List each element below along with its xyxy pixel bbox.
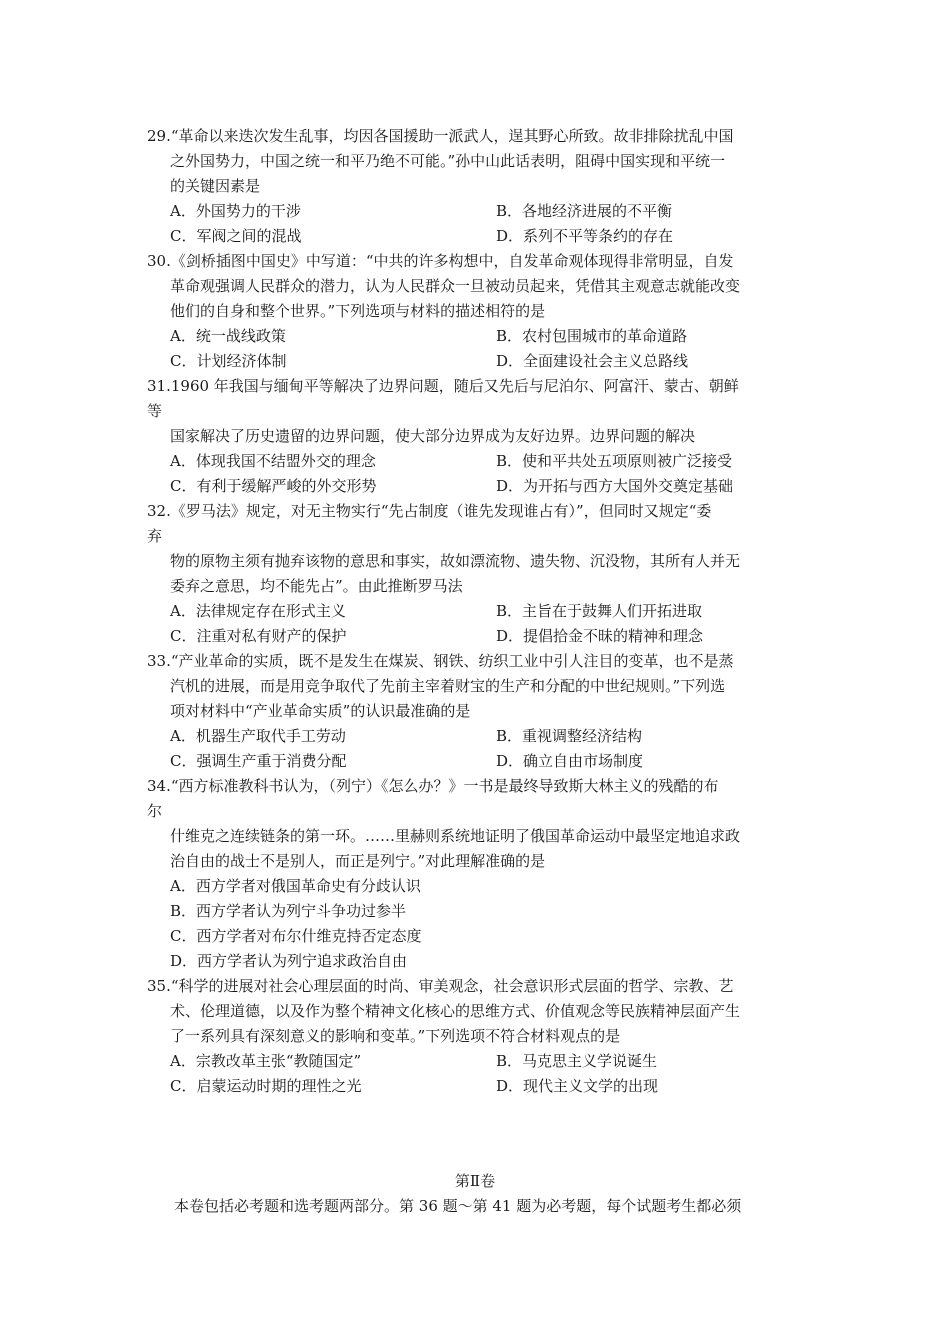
- q33-option-d: D．确立自由市场制度: [496, 752, 644, 770]
- q31-option-d: D．为开拓与西方大国外交奠定基础: [496, 477, 734, 495]
- q32-stem-line-3: 物的原物主须有抛弃该物的意思和事实，故如漂流物、遗失物、沉没物，其所有人并无: [170, 552, 741, 570]
- q32-option-b: B．主旨在于鼓舞人们开拓进取: [496, 602, 703, 620]
- q29-stem-line-1: 29.“革命以来迭次发生乱事，均因各国援助一派武人，逞其野心所致。故非排除扰乱中国: [147, 127, 734, 145]
- q32-option-d: D．提倡拾金不昧的精神和理念: [496, 627, 704, 645]
- q32-option-a: A．法律规定存在形式主义: [170, 602, 346, 620]
- q34-option-b: B．西方学者认为列宁斗争功过参半: [170, 902, 407, 920]
- q29-option-a: A．外国势力的干涉: [170, 202, 301, 220]
- q30-stem-line-1: 30.《剑桥插图中国史》中写道：“中共的许多构想中，自发革命观体现得非常明显，自发: [147, 252, 734, 270]
- q34-stem-line-4: 治自由的战士不是别人，而正是列宁。”对此理解准确的是: [170, 852, 546, 870]
- q34-option-a: A．西方学者对俄国革命史有分歧认识: [170, 877, 421, 895]
- q30-option-a: A．统一战线政策: [170, 327, 286, 345]
- q35-stem-line-2: 术、伦理道德，以及作为整个精神文化核心的思维方式、价值观念等民族精神层面产生: [170, 1002, 741, 1020]
- q32-stem-line-4: 委弃之意思，均不能先占”。由此推断罗马法: [170, 577, 463, 595]
- q31-option-c: C．有利于缓解严峻的外交形势: [170, 477, 377, 495]
- q32-option-c: C．注重对私有财产的保护: [170, 627, 347, 645]
- q34-stem-line-2: 尔: [147, 802, 163, 820]
- q30-option-b: B．农村包围城市的革命道路: [496, 327, 688, 345]
- q29-stem-line-2: 之外国势力，中国之统一和平乃绝不可能。”孙中山此话表明，阻碍中国实现和平统一: [170, 152, 726, 170]
- q29-option-d: D．系列不平等条约的存在: [496, 227, 674, 245]
- q33-option-c: C．强调生产重于消费分配: [170, 752, 347, 770]
- q29-stem-line-3: 的关键因素是: [170, 177, 261, 195]
- q35-option-b: B．马克思主义学说诞生: [496, 1052, 658, 1070]
- q30-stem-line-2: 革命观强调人民群众的潜力，认为人民群众一旦被动员起来，凭借其主观意志就能改变: [170, 277, 741, 295]
- q33-option-b: B．重视调整经济结构: [496, 727, 643, 745]
- section-title: 第Ⅱ卷: [454, 1172, 496, 1190]
- q33-stem-line-3: 项对材料中“产业革命实质”的认识最准确的是: [170, 702, 471, 720]
- q33-stem-line-2: 汽机的进展，而是用竞争取代了先前主宰着财宝的生产和分配的中世纪规则。”下列选: [170, 677, 726, 695]
- q31-stem-line-2: 等: [147, 402, 163, 420]
- q30-option-d: D．全面建设社会主义总路线: [496, 352, 689, 370]
- q33-option-a: A．机器生产取代手工劳动: [170, 727, 346, 745]
- q33-stem-line-1: 33.“产业革命的实质，既不是发生在煤炭、钢铁、纺织工业中引人注目的变革，也不是蒸: [147, 652, 734, 670]
- q29-option-c: C．军阀之间的混战: [170, 227, 302, 245]
- q31-stem-line-1: 31.1960 年我国与缅甸平等解决了边界问题，随后又先后与尼泊尔、阿富汗、蒙古、朝鲜: [147, 377, 739, 395]
- q31-option-b: B．使和平共处五项原则被广泛接受: [496, 452, 733, 470]
- q34-option-c: C．西方学者对布尔什维克持否定态度: [170, 927, 422, 945]
- q35-stem-line-3: 了一系列具有深刻意义的影响和变革。”下列选项不符合材料观点的是: [170, 1027, 621, 1045]
- q35-option-a: A．宗教改革主张“教随国定”: [170, 1052, 362, 1070]
- q34-stem-line-3: 什维克之连续链条的第一环。……里赫则系统地证明了俄国革命运动中最坚定地追求政: [170, 827, 741, 845]
- q31-option-a: A．体现我国不结盟外交的理念: [170, 452, 376, 470]
- q35-option-d: D．现代主义文学的出现: [496, 1077, 659, 1095]
- q35-stem-line-1: 35.“科学的进展对社会心理层面的时尚、审美观念，社会意识形式层面的哲学、宗教、艺: [147, 977, 734, 995]
- q30-stem-line-3: 他们的自身和整个世界。”下列选项与材料的描述相符的是: [170, 302, 546, 320]
- q35-option-c: C．启蒙运动时期的理性之光: [170, 1077, 362, 1095]
- q32-stem-line-1: 32.《罗马法》规定，对无主物实行“先占制度（谁先发现谁占有）”，但同时又规定“委: [147, 502, 712, 520]
- q34-stem-line-1: 34.“西方标准教科书认为，（列宁）《怎么办？》一书是最终导致斯大林主义的残酷的布: [147, 777, 719, 795]
- q29-option-b: B．各地经济进展的不平衡: [496, 202, 673, 220]
- q34-option-d: D．西方学者认为列宁追求政治自由: [170, 952, 408, 970]
- q31-stem-line-3: 国家解决了历史遗留的边界问题，使大部分边界成为友好边界。边界问题的解决: [170, 427, 696, 445]
- q32-stem-line-2: 弃: [147, 527, 163, 545]
- section-intro: 本卷包括必考题和选考题两部分。第 36 题～第 41 题为必考题，每个试题考生都必须: [174, 1197, 742, 1215]
- q30-option-c: C．计划经济体制: [170, 352, 287, 370]
